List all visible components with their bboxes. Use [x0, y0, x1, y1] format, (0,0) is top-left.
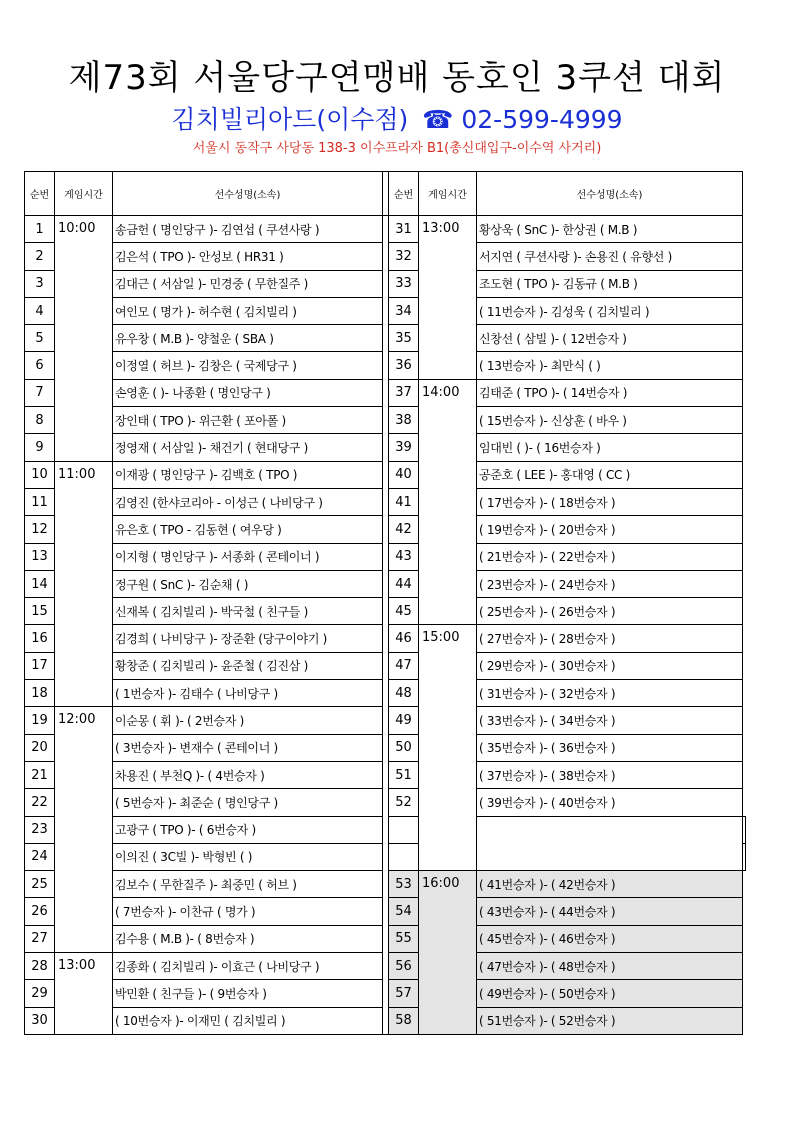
match-number: 6	[25, 352, 55, 379]
player-pairing-right: ( 11번승자 )- 김성욱 ( 김치빌리 )	[477, 297, 743, 324]
table-row	[25, 297, 746, 324]
match-number: 15	[25, 598, 55, 625]
header-time: 게임시간	[55, 172, 113, 216]
player-pairing: 고광구 ( TPO )- ( 6번승자 )	[113, 816, 383, 843]
player-pairing: 손영훈 ( )- 나종환 ( 명인당구 )	[113, 379, 383, 406]
player-pairing-right: ( 27번승자 )- ( 28번승자 )	[477, 625, 743, 652]
player-pairing: ( 3번승자 )- 변재수 ( 콘테이너 )	[113, 734, 383, 761]
player-pairing: 김경희 ( 나비당구 )- 장준환 (당구이야기 )	[113, 625, 383, 652]
player-pairing-right: ( 15번승자 )- 신상훈 ( 바우 )	[477, 407, 743, 434]
game-time-right: 15:00	[419, 625, 477, 871]
player-pairing-right: 공준호 ( LEE )- 홍대영 ( CC )	[477, 461, 743, 488]
match-number-right: 54	[389, 898, 419, 925]
match-number-right: 42	[389, 516, 419, 543]
player-pairing: 송금헌 ( 명인당구 )- 김연섭 ( 쿠션사랑 )	[113, 216, 383, 243]
match-number-right: 57	[389, 980, 419, 1007]
game-time: 13:00	[55, 953, 113, 1035]
match-number: 8	[25, 407, 55, 434]
match-number-right: 56	[389, 953, 419, 980]
player-pairing-right: ( 23번승자 )- ( 24번승자 )	[477, 570, 743, 597]
header-time-right: 게임시간	[419, 172, 477, 216]
match-number-right: 36	[389, 352, 419, 379]
table-row	[25, 871, 746, 898]
match-number: 2	[25, 243, 55, 270]
match-number-right	[389, 843, 419, 870]
match-number: 4	[25, 297, 55, 324]
table-row	[25, 352, 746, 379]
match-number: 13	[25, 543, 55, 570]
match-number-right: 46	[389, 625, 419, 652]
player-pairing-right: 조도현 ( TPO )- 김동규 ( M.B )	[477, 270, 743, 297]
table-row	[25, 543, 746, 570]
player-pairing-right: 신창선 ( 삼빌 )- ( 12번승자 )	[477, 325, 743, 352]
table-header-row	[25, 172, 746, 216]
table-row	[25, 379, 746, 406]
table-row	[25, 598, 746, 625]
match-number: 1	[25, 216, 55, 243]
match-number-right: 49	[389, 707, 419, 734]
match-number-right	[389, 816, 419, 843]
player-pairing: 장인태 ( TPO )- 위근환 ( 포아폴 )	[113, 407, 383, 434]
table-row	[25, 980, 746, 1007]
match-number: 27	[25, 925, 55, 952]
game-time-right: 16:00	[419, 871, 477, 1035]
match-number: 29	[25, 980, 55, 1007]
player-pairing-right: ( 51번승자 )- ( 52번승자 )	[477, 1007, 743, 1034]
match-number: 26	[25, 898, 55, 925]
document-title: 제73회 서울당구연맹배 동호인 3쿠션 대회	[68, 58, 726, 98]
player-pairing-right: 서지연 ( 쿠션사랑 )- 손용진 ( 유향선 )	[477, 243, 743, 270]
player-pairing: 정영재 ( 서삼일 )- 채건기 ( 현대당구 )	[113, 434, 383, 461]
table-row	[25, 516, 746, 543]
player-pairing-right: ( 43번승자 )- ( 44번승자 )	[477, 898, 743, 925]
player-pairing: 김은석 ( TPO )- 안성보 ( HR31 )	[113, 243, 383, 270]
table-row	[25, 761, 746, 788]
player-pairing: 김수용 ( M.B )- ( 8번승자 )	[113, 925, 383, 952]
match-number: 12	[25, 516, 55, 543]
player-pairing: 이순몽 ( 휘 )- ( 2번승자 )	[113, 707, 383, 734]
player-pairing-right	[743, 843, 746, 870]
player-pairing: 박민환 ( 친구들 )- ( 9번승자 )	[113, 980, 383, 1007]
header-players: 선수성명(소속)	[113, 172, 383, 216]
schedule-table	[24, 171, 746, 1035]
match-number: 9	[25, 434, 55, 461]
player-pairing: 정구원 ( SnC )- 김순채 ( )	[113, 570, 383, 597]
player-pairing: 김보수 ( 무한질주 )- 최중민 ( 허브 )	[113, 871, 383, 898]
player-pairing-right: ( 25번승자 )- ( 26번승자 )	[477, 598, 743, 625]
player-pairing-right: ( 21번승자 )- ( 22번승자 )	[477, 543, 743, 570]
match-number: 24	[25, 843, 55, 870]
match-number: 16	[25, 625, 55, 652]
venue-address: 서울시 동작구 사당동 138-3 이수프라자 B1(총신대입구-이수역 사거리)	[192, 141, 602, 156]
player-pairing-right: ( 13번승자 )- 최만식 ( )	[477, 352, 743, 379]
match-number-right: 39	[389, 434, 419, 461]
match-number-right: 32	[389, 243, 419, 270]
match-number-right: 51	[389, 761, 419, 788]
match-number-right: 44	[389, 570, 419, 597]
match-number: 20	[25, 734, 55, 761]
player-pairing: ( 10번승자 )- 이재민 ( 김치빌리 )	[113, 1007, 383, 1034]
header-order-right: 순번	[389, 172, 419, 216]
player-pairing-right: ( 33번승자 )- ( 34번승자 )	[477, 707, 743, 734]
player-pairing: 이정열 ( 허브 )- 김창은 ( 국제당구 )	[113, 352, 383, 379]
player-pairing: 신재복 ( 김치빌리 )- 박국철 ( 친구들 )	[113, 598, 383, 625]
match-number: 10	[25, 461, 55, 488]
match-number: 5	[25, 325, 55, 352]
player-pairing-right: 황상욱 ( SnC )- 한상권 ( M.B )	[477, 216, 743, 243]
player-pairing-right: 임대빈 ( )- ( 16번승자 )	[477, 434, 743, 461]
match-number-right: 33	[389, 270, 419, 297]
player-pairing: ( 7번승자 )- 이찬규 ( 명가 )	[113, 898, 383, 925]
venue-phone: ☎ 02-599-4999	[422, 105, 623, 134]
table-row	[25, 461, 746, 488]
table-row	[25, 407, 746, 434]
table-row	[25, 1007, 746, 1034]
match-number: 18	[25, 680, 55, 707]
player-pairing: ( 1번승자 )- 김태수 ( 나비당구 )	[113, 680, 383, 707]
table-row	[25, 625, 746, 652]
player-pairing: ( 5번승자 )- 최준순 ( 명인당구 )	[113, 789, 383, 816]
player-pairing-right: ( 37번승자 )- ( 38번승자 )	[477, 761, 743, 788]
match-number-right: 34	[389, 297, 419, 324]
player-pairing-right: ( 39번승자 )- ( 40번승자 )	[477, 789, 743, 816]
match-number: 11	[25, 488, 55, 515]
match-number: 22	[25, 789, 55, 816]
player-pairing-right: ( 49번승자 )- ( 50번승자 )	[477, 980, 743, 1007]
match-number: 21	[25, 761, 55, 788]
table-row	[25, 488, 746, 515]
game-time: 11:00	[55, 461, 113, 707]
match-number-right: 38	[389, 407, 419, 434]
match-number: 28	[25, 953, 55, 980]
player-pairing: 차용진 ( 부천Q )- ( 4번승자 )	[113, 761, 383, 788]
match-number-right: 50	[389, 734, 419, 761]
match-number: 30	[25, 1007, 55, 1034]
header-players-right: 선수성명(소속)	[477, 172, 743, 216]
table-row	[25, 270, 746, 297]
header-order: 순번	[25, 172, 55, 216]
match-number: 7	[25, 379, 55, 406]
venue-name: 김치빌리아드(이수점)	[171, 105, 409, 134]
player-pairing-right: ( 47번승자 )- ( 48번승자 )	[477, 953, 743, 980]
player-pairing: 김대근 ( 서삼일 )- 민경중 ( 무한질주 )	[113, 270, 383, 297]
table-row	[25, 734, 746, 761]
match-number-right: 47	[389, 652, 419, 679]
game-time: 12:00	[55, 707, 113, 953]
game-time: 10:00	[55, 216, 113, 462]
match-number-right: 48	[389, 680, 419, 707]
player-pairing-right: ( 17번승자 )- ( 18번승자 )	[477, 488, 743, 515]
table-row	[25, 243, 746, 270]
table-row	[25, 953, 746, 980]
match-number-right: 35	[389, 325, 419, 352]
table-row	[25, 652, 746, 679]
match-number: 25	[25, 871, 55, 898]
player-pairing: 유우창 ( M.B )- 양철운 ( SBA )	[113, 325, 383, 352]
match-number-right: 55	[389, 925, 419, 952]
table-row	[25, 898, 746, 925]
player-pairing-right	[743, 816, 746, 843]
player-pairing: 김종화 ( 김치빌리 )- 이효근 ( 나비당구 )	[113, 953, 383, 980]
table-row	[25, 570, 746, 597]
match-number: 3	[25, 270, 55, 297]
match-number-right: 31	[389, 216, 419, 243]
game-time-right: 14:00	[419, 379, 477, 625]
match-number-right: 37	[389, 379, 419, 406]
player-pairing-right: 김태준 ( TPO )- ( 14번승자 )	[477, 379, 743, 406]
match-number-right: 43	[389, 543, 419, 570]
match-number-right: 40	[389, 461, 419, 488]
match-number-right: 52	[389, 789, 419, 816]
table-row	[25, 789, 746, 816]
venue-line	[0, 100, 794, 136]
table-row	[25, 680, 746, 707]
player-pairing-right: ( 35번승자 )- ( 36번승자 )	[477, 734, 743, 761]
player-pairing: 유은호 ( TPO - 김동현 ( 여우당 )	[113, 516, 383, 543]
match-number: 19	[25, 707, 55, 734]
player-pairing: 여인모 ( 명가 )- 허수현 ( 김치빌리 )	[113, 297, 383, 324]
match-number-right: 53	[389, 871, 419, 898]
table-row	[25, 216, 746, 243]
match-number: 14	[25, 570, 55, 597]
match-number-right: 58	[389, 1007, 419, 1034]
match-number: 23	[25, 816, 55, 843]
player-pairing-right: ( 29번승자 )- ( 30번승자 )	[477, 652, 743, 679]
game-time-right: 13:00	[419, 216, 477, 380]
player-pairing: 황창준 ( 김치빌리 )- 윤준철 ( 김진삼 )	[113, 652, 383, 679]
player-pairing: 이재광 ( 명인당구 )- 김백호 ( TPO )	[113, 461, 383, 488]
table-row	[25, 816, 746, 843]
table-row	[25, 325, 746, 352]
match-number-right: 45	[389, 598, 419, 625]
game-time-right-empty	[477, 816, 743, 871]
table-row	[25, 925, 746, 952]
player-pairing-right: ( 45번승자 )- ( 46번승자 )	[477, 925, 743, 952]
match-number: 17	[25, 652, 55, 679]
table-row	[25, 707, 746, 734]
player-pairing: 이지형 ( 명인당구 )- 서종화 ( 콘테이너 )	[113, 543, 383, 570]
player-pairing: 김영진 (한샤코리아 - 이성근 ( 나비당구 )	[113, 488, 383, 515]
match-number-right: 41	[389, 488, 419, 515]
player-pairing-right: ( 19번승자 )- ( 20번승자 )	[477, 516, 743, 543]
player-pairing-right: ( 31번승자 )- ( 32번승자 )	[477, 680, 743, 707]
table-row	[25, 434, 746, 461]
player-pairing: 이의진 ( 3C빌 )- 박형빈 ( )	[113, 843, 383, 870]
player-pairing-right: ( 41번승자 )- ( 42번승자 )	[477, 871, 743, 898]
